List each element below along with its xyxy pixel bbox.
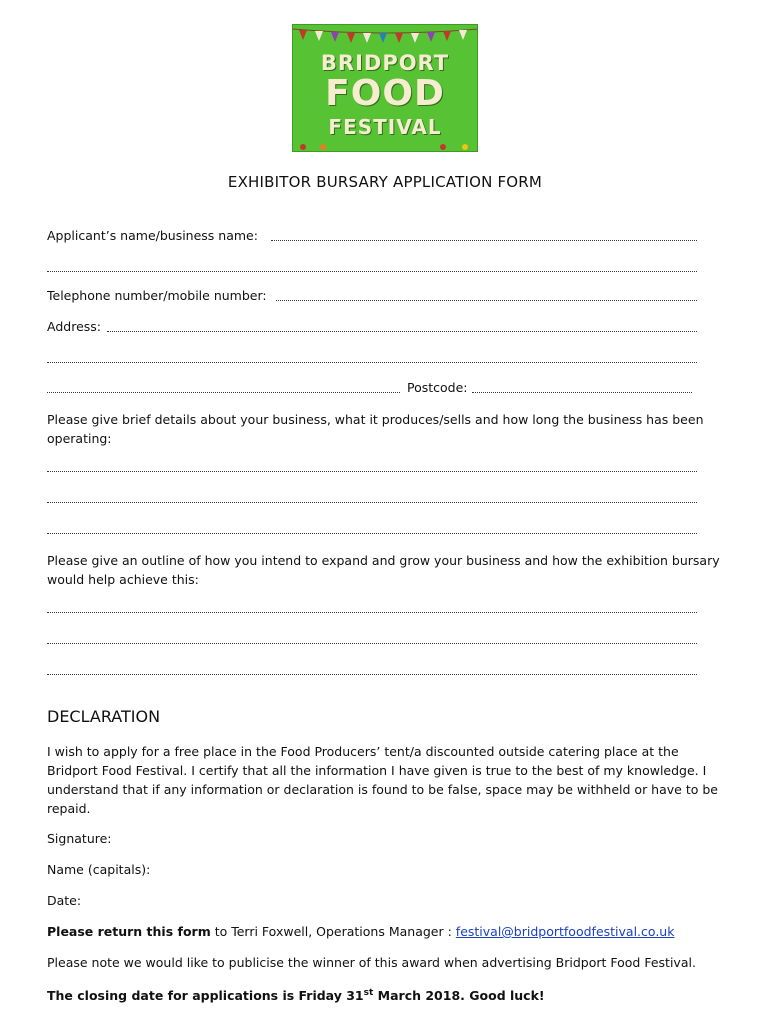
return-text: to Terri Foxwell, Operations Manager : xyxy=(210,924,456,939)
declaration-heading: DECLARATION xyxy=(47,707,161,726)
address-field-line2[interactable] xyxy=(47,362,697,363)
address-field-line3[interactable] xyxy=(47,392,400,393)
closing-after: March 2018. Good luck! xyxy=(373,988,545,1004)
business-answer-line-1[interactable] xyxy=(47,471,697,472)
address-field[interactable] xyxy=(107,331,697,332)
return-instructions xyxy=(47,922,727,941)
business-answer-line-2[interactable] xyxy=(47,502,697,503)
applicant-name-field-cont[interactable] xyxy=(47,271,697,272)
closing-date xyxy=(47,984,727,1005)
festival-logo xyxy=(292,24,478,152)
email-link[interactable]: festival@bridportfoodfestival.co.uk xyxy=(455,924,675,939)
declaration-text: I wish to apply for a free place in the Food Producers’ tent/a discounted outside catering place at the Bridport Food Festival. I certify that all the information I have given is true to the best of my knowledge. I understand that if any information or declaration is found to be false, space may be withheld or have to be repaid. xyxy=(47,744,718,816)
date-label: Date: xyxy=(47,893,82,908)
logo-word-bridport: BRIDPORT xyxy=(320,51,450,75)
phone-field[interactable] xyxy=(276,300,697,301)
form-title: EXHIBITOR BURSARY APPLICATION FORM xyxy=(227,173,543,191)
bunting-decoration xyxy=(293,25,478,49)
name-capitals-label: Name (capitals): xyxy=(47,862,151,877)
closing-sup: st xyxy=(363,988,374,998)
expand-answer-line-1[interactable] xyxy=(47,612,697,613)
signature-label: Signature: xyxy=(47,831,112,846)
logo-word-festival: FESTIVAL xyxy=(328,115,442,139)
applicant-name-field[interactable] xyxy=(271,240,697,241)
phone-label: Telephone number/mobile number: xyxy=(47,288,267,303)
business-question: Please give brief details about your business, what it produces/sells and how long the business has been operating: xyxy=(47,412,704,446)
address-label: Address: xyxy=(47,319,101,334)
business-answer-line-3[interactable] xyxy=(47,533,697,534)
food-decoration xyxy=(293,141,478,151)
publicise-note: Please note we would like to publicise the winner of this award when advertising Bridport Food Festival. xyxy=(47,955,696,970)
postcode-label: Postcode: xyxy=(407,380,468,395)
expand-answer-line-3[interactable] xyxy=(47,674,697,675)
expand-answer-line-2[interactable] xyxy=(47,643,697,644)
closing-before: The closing date for applications is Friday 31 xyxy=(47,988,364,1004)
postcode-field[interactable] xyxy=(472,392,692,393)
expand-question: Please give an outline of how you intend to expand and grow your business and how the exhibition bursary would help achieve this: xyxy=(47,553,720,587)
logo-word-food: FOOD xyxy=(325,73,445,114)
return-bold: Please return this form xyxy=(47,924,211,939)
applicant-name-label: Applicant’s name/business name: xyxy=(47,228,258,243)
